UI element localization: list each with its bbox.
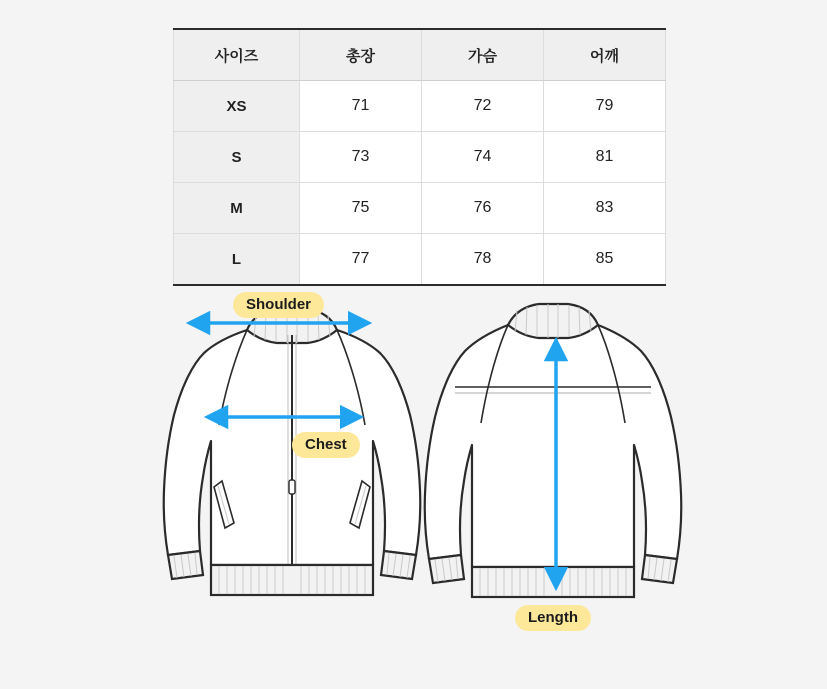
column-header-chest: 가슴 — [422, 29, 544, 81]
row-size-label: M — [174, 183, 300, 234]
row-size-label: L — [174, 234, 300, 286]
cell-chest: 78 — [422, 234, 544, 286]
table-row — [174, 81, 666, 132]
table-row — [174, 183, 666, 234]
cell-chest: 74 — [422, 132, 544, 183]
jacket-front-view — [164, 309, 421, 595]
table-header-row — [174, 29, 666, 81]
measurement-diagram — [0, 275, 827, 689]
cell-length: 71 — [300, 81, 422, 132]
size-chart-table — [173, 28, 666, 286]
cell-shoulder: 79 — [544, 81, 666, 132]
column-header-size: 사이즈 — [174, 29, 300, 81]
cell-length: 77 — [300, 234, 422, 286]
row-size-label: S — [174, 132, 300, 183]
cell-length: 75 — [300, 183, 422, 234]
cell-shoulder: 85 — [544, 234, 666, 286]
size-chart — [173, 28, 665, 286]
jacket-back-view — [425, 304, 682, 597]
row-size-label: XS — [174, 81, 300, 132]
cell-chest: 76 — [422, 183, 544, 234]
label-length: Length — [515, 605, 591, 631]
cell-length: 73 — [300, 132, 422, 183]
cell-shoulder: 83 — [544, 183, 666, 234]
cell-chest: 72 — [422, 81, 544, 132]
column-header-length: 총장 — [300, 29, 422, 81]
garment-illustration — [0, 275, 827, 689]
cell-shoulder: 81 — [544, 132, 666, 183]
table-row — [174, 132, 666, 183]
label-shoulder: Shoulder — [233, 292, 324, 318]
label-chest: Chest — [292, 432, 360, 458]
table-header — [174, 29, 666, 81]
table-body — [174, 81, 666, 286]
column-header-shoulder: 어깨 — [544, 29, 666, 81]
